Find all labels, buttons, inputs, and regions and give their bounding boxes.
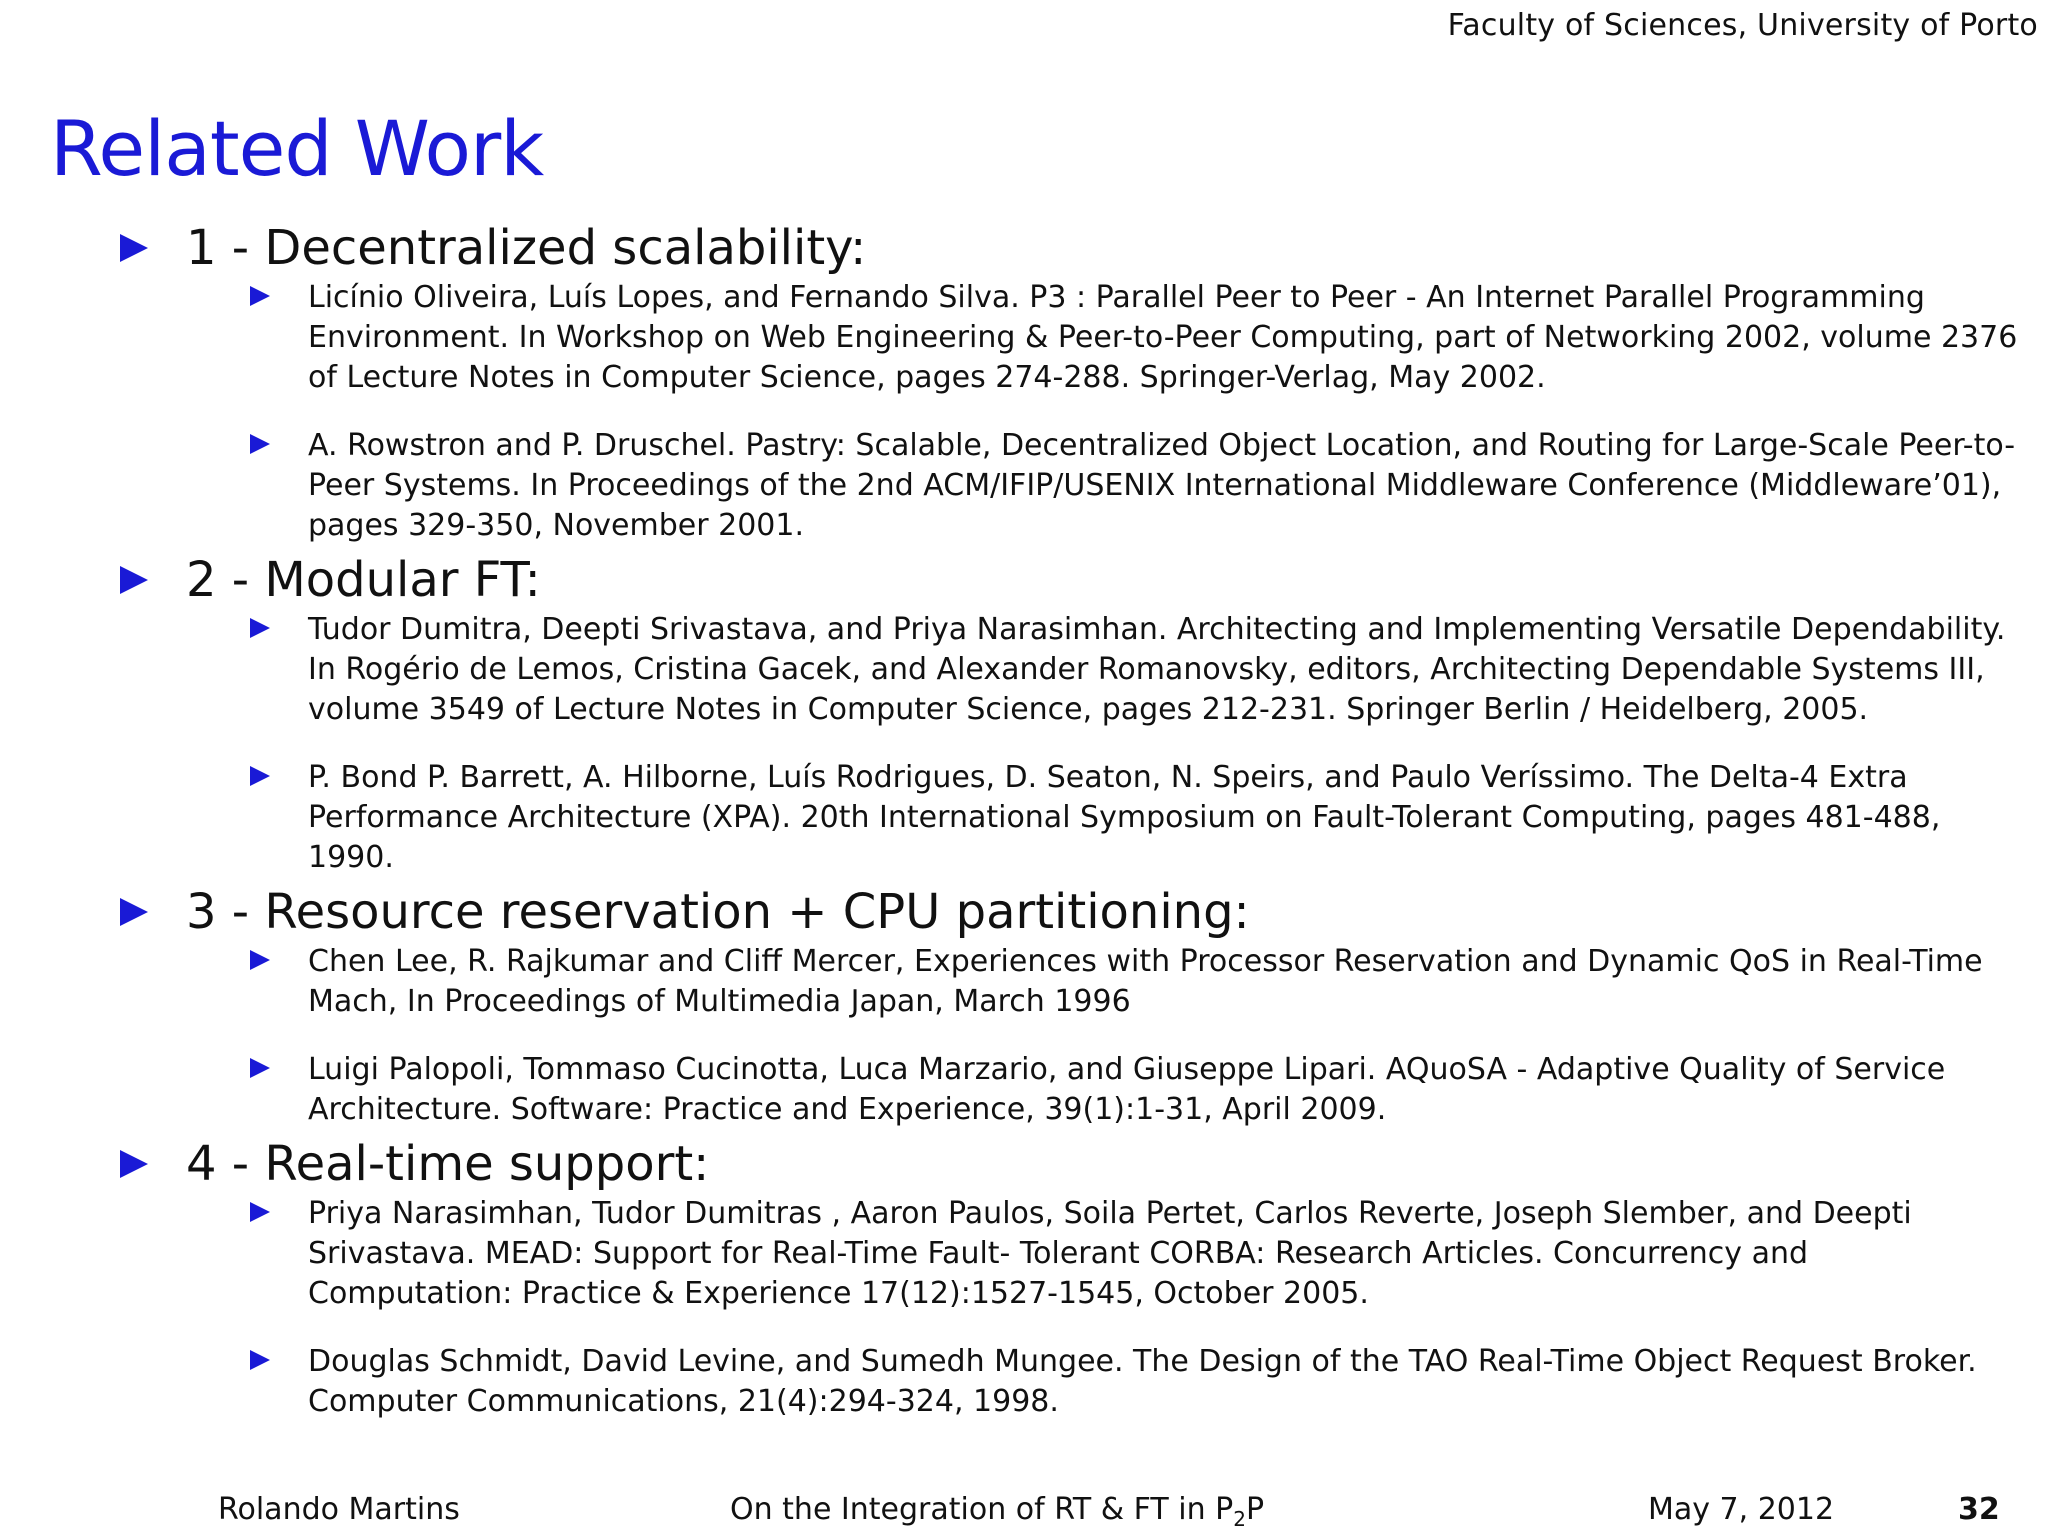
reference-list bbox=[250, 278, 2020, 546]
triangle-bullet-icon bbox=[250, 434, 270, 454]
section-heading bbox=[120, 882, 2020, 942]
triangle-bullet-icon bbox=[250, 286, 270, 306]
reference-list bbox=[250, 942, 2020, 1130]
header-institution: Faculty of Sciences, University of Porto bbox=[1447, 8, 2038, 43]
reference-item bbox=[250, 278, 2020, 398]
footer-talk-prefix: On the Integration of RT & FT in P bbox=[730, 1492, 1234, 1527]
section-heading-text: 4 - Real-time support: bbox=[186, 1136, 710, 1192]
footer-date: May 7, 2012 bbox=[1648, 1492, 1835, 1527]
section-2 bbox=[120, 550, 2020, 878]
section-heading bbox=[120, 550, 2020, 610]
section-heading-text: 2 - Modular FT: bbox=[186, 552, 541, 608]
reference-text: Tudor Dumitra, Deepti Srivastava, and Priya Narasimhan. Architecting and Implementing Versatile Dependability. In Rogério de Lemos, Cristina Gacek, and Alexander Romanovsky, editors, Architecting Dependable Systems III, volume 3549 of Lecture Notes in Computer Science, pages 212-231. Springer Berlin / Heidelberg, 2005. bbox=[308, 612, 2006, 727]
reference-item bbox=[250, 610, 2020, 730]
footer-talk-suffix: P bbox=[1245, 1492, 1265, 1527]
triangle-bullet-icon bbox=[250, 1202, 270, 1222]
reference-text: Chen Lee, R. Rajkumar and Cliff Mercer, Experiences with Processor Reservation and Dynamic QoS in Real-Time Mach, In Proceedings of Multimedia Japan, March 1996 bbox=[308, 944, 1983, 1019]
triangle-bullet-icon bbox=[250, 1350, 270, 1370]
content bbox=[120, 218, 2020, 1426]
reference-text: A. Rowstron and P. Druschel. Pastry: Scalable, Decentralized Object Location, and Routing for Large-Scale Peer-to-Peer Systems. In Proceedings of the 2nd ACM/IFIP/USENIX International Middleware Conference (Middleware’01), pages 329-350, November 2001. bbox=[308, 428, 2016, 543]
footer-talk-subscript: 2 bbox=[1233, 1507, 1246, 1531]
triangle-bullet-icon bbox=[250, 766, 270, 786]
reference-item bbox=[250, 1050, 2020, 1130]
triangle-bullet-icon bbox=[250, 950, 270, 970]
triangle-bullet-icon bbox=[250, 1058, 270, 1078]
section-heading-text: 3 - Resource reservation + CPU partitioning: bbox=[186, 884, 1250, 940]
reference-item bbox=[250, 758, 2020, 878]
reference-text: Licínio Oliveira, Luís Lopes, and Fernando Silva. P3 : Parallel Peer to Peer - An Internet Parallel Programming Environment. In Workshop on Web Engineering & Peer-to-Peer Computing, part of Networking 2002, volume 2376 of Lecture Notes in Computer Science, pages 274-288. Springer-Verlag, May 2002. bbox=[308, 280, 2018, 395]
reference-list bbox=[250, 610, 2020, 878]
triangle-bullet-icon bbox=[120, 1150, 148, 1178]
section-4 bbox=[120, 1134, 2020, 1422]
triangle-bullet-icon bbox=[120, 566, 148, 594]
triangle-bullet-icon bbox=[120, 898, 148, 926]
reference-text: Douglas Schmidt, David Levine, and Sumedh Mungee. The Design of the TAO Real-Time Object Request Broker. Computer Communications, 21(4):294-324, 1998. bbox=[308, 1344, 1977, 1419]
footer bbox=[0, 1492, 2048, 1532]
footer-author: Rolando Martins bbox=[218, 1492, 460, 1527]
slide-title: Related Work bbox=[50, 104, 544, 193]
triangle-bullet-icon bbox=[120, 234, 148, 262]
footer-page-number: 32 bbox=[1958, 1492, 2000, 1527]
reference-item bbox=[250, 1342, 2020, 1422]
reference-text: Priya Narasimhan, Tudor Dumitras , Aaron Paulos, Soila Pertet, Carlos Reverte, Joseph Slember, and Deepti Srivastava. MEAD: Support for Real-Time Fault- Tolerant CORBA: Research Articles. Concurrency and Computation: Practice & Experience 17(12):1527-1545, October 2005. bbox=[308, 1196, 1912, 1311]
reference-item bbox=[250, 426, 2020, 546]
reference-item bbox=[250, 942, 2020, 1022]
section-heading bbox=[120, 1134, 2020, 1194]
section-1 bbox=[120, 218, 2020, 546]
section-heading bbox=[120, 218, 2020, 278]
reference-item bbox=[250, 1194, 2020, 1314]
triangle-bullet-icon bbox=[250, 618, 270, 638]
reference-text: Luigi Palopoli, Tommaso Cucinotta, Luca Marzario, and Giuseppe Lipari. AQuoSA - Adaptive Quality of Service Architecture. Software: Practice and Experience, 39(1):1-31, April 2009. bbox=[308, 1052, 1946, 1127]
section-heading-text: 1 - Decentralized scalability: bbox=[186, 220, 867, 276]
reference-text: P. Bond P. Barrett, A. Hilborne, Luís Rodrigues, D. Seaton, N. Speirs, and Paulo Veríssimo. The Delta-4 Extra Performance Architecture (XPA). 20th International Symposium on Fault-Tolerant Computing, pages 481-488, 1990. bbox=[308, 760, 1941, 875]
footer-talk-title bbox=[730, 1492, 1264, 1531]
section-3 bbox=[120, 882, 2020, 1130]
reference-list bbox=[250, 1194, 2020, 1422]
